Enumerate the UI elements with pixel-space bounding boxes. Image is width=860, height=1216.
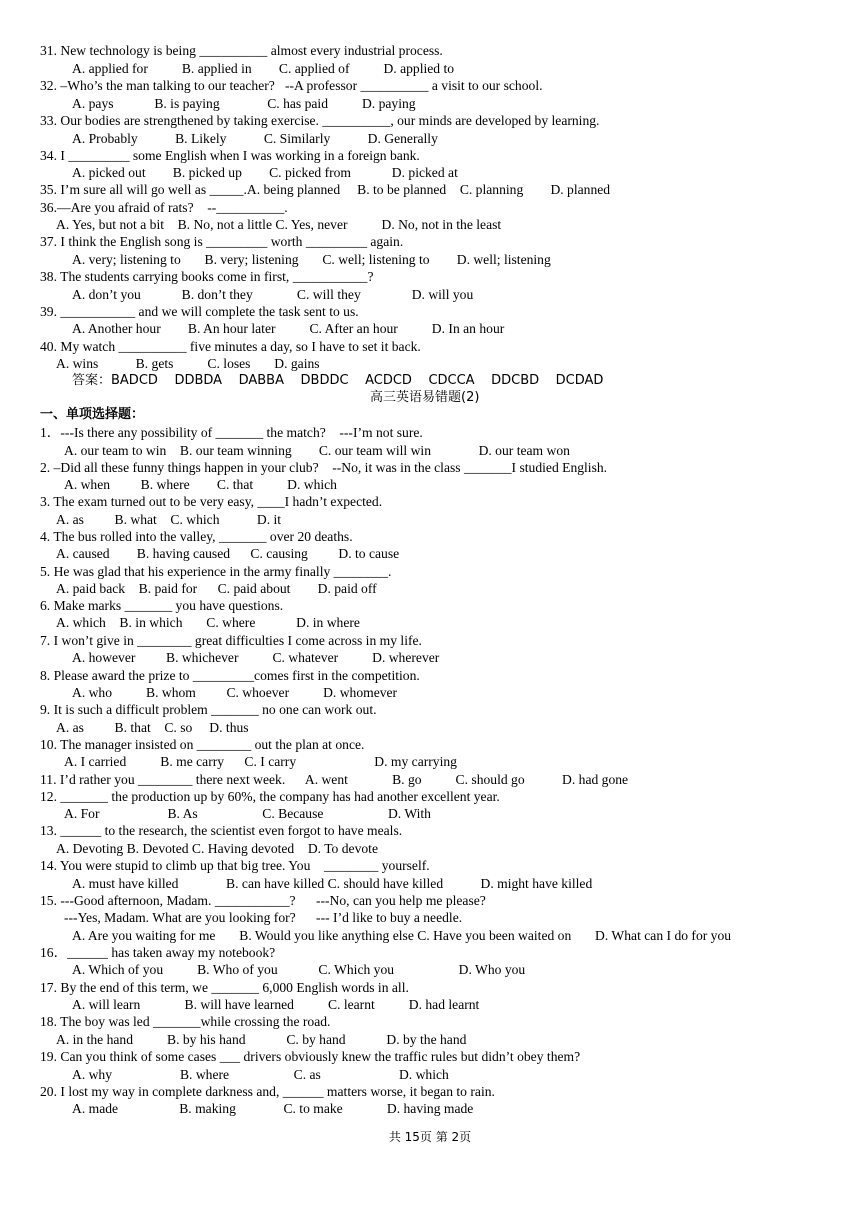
text-line: 39. ___________ and we will complete the task sent to us. (40, 304, 359, 319)
text-line: 一、单项选择题： (40, 407, 145, 422)
text-line: 3. The exam turned out to be very easy, ____I hadn’t expected. (40, 494, 383, 509)
page-footer: 共 15页 第 2页 (388, 1130, 472, 1144)
text-line: 14. You were stupid to climb up that big tree. You ________ yourself. (40, 858, 430, 873)
text-line: 1．---Is there any possibility of _______ the match? ---I’m not sure. (40, 425, 423, 440)
text-line: A. Probably B. Likely C. Similarly D. Generally (72, 131, 438, 146)
text-line: A. very; listening to B. very; listening C. well; listening to D. well; listening (72, 252, 551, 267)
text-line: 17. By the end of this term, we _______ 6,000 English words in all. (40, 980, 409, 995)
text-line: 31. New technology is being __________ almost every industrial process. (40, 43, 443, 58)
text-line: 19. Can you think of some cases ___ drivers obviously knew the traffic rules but didn’t obey them? (40, 1049, 581, 1064)
text-line: 高三英语易错题(2) (370, 390, 480, 405)
text-line: 13. ______ to the research, the scientist even forgot to have meals. (40, 823, 403, 838)
text-line: 6. Make marks _______ you have questions. (40, 598, 284, 613)
text-line: 38. The students carrying books come in first, ___________? (40, 269, 374, 284)
text-line: A. wins B. gets C. loses D. gains (56, 356, 320, 371)
text-line: A. I carried B. me carry C. I carry D. my carrying (64, 754, 457, 769)
text-line: ---Yes, Madam. What are you looking for? --- I’d like to buy a needle. (64, 910, 463, 925)
text-line: A. must have killed B. can have killed C. should have killed D. might have killed (72, 876, 593, 891)
text-line: A. Yes, but not a bit B. No, not a little C. Yes, never D. No, not in the least (56, 217, 502, 232)
text-line: A. applied for B. applied in C. applied of D. applied to (72, 61, 455, 76)
text-line: A. when B. where C. that D. which (64, 477, 337, 492)
text-line: A. For B. As C. Because D. With (64, 806, 431, 821)
text-line: 2. –Did all these funny things happen in your club? --No, it was in the class _______I studied English. (40, 460, 608, 475)
text-line: 12. _______ the production up by 60%, the company has had another excellent year. (40, 789, 500, 804)
text-line: 34. I _________ some English when I was working in a foreign bank. (40, 148, 420, 163)
text-line: A. Are you waiting for me B. Would you like anything else C. Have you been waited on D. What can I do for you (72, 928, 732, 943)
text-line: A. Which of you B. Who of you C. Which you D. Who you (72, 962, 526, 977)
text-line: 16．______ has taken away my notebook? (40, 945, 276, 960)
text-line: 4. The bus rolled into the valley, _______ over 20 deaths. (40, 529, 353, 544)
text-line: A. why B. where C. as D. which (72, 1067, 449, 1082)
text-line: A. made B. making C. to make D. having made (72, 1101, 474, 1116)
text-line: A. Devoting B. Devoted C. Having devoted D. To devote (56, 841, 378, 856)
text-line: 37. I think the English song is _________ worth _________ again. (40, 234, 404, 249)
text-line: 5. He was glad that his experience in the army finally ________. (40, 564, 392, 579)
text-line: 7. I won’t give in ________ great difficulties I come across in my life. (40, 633, 422, 648)
text-line: A. however B. whichever C. whatever D. wherever (72, 650, 440, 665)
text-line: 8. Please award the prize to _________comes first in the competition. (40, 668, 420, 683)
text-line: 36.—Are you afraid of rats? --__________. (40, 200, 288, 215)
text-line: A. which B. in which C. where D. in where (56, 615, 360, 630)
text-line: A. paid back B. paid for C. paid about D. paid off (56, 581, 377, 596)
text-line: 18. The boy was led _______while crossing the road. (40, 1014, 331, 1029)
text-line: 10. The manager insisted on ________ out the plan at once. (40, 737, 365, 752)
text-line: A. Another hour B. An hour later C. After an hour D. In an hour (72, 321, 505, 336)
text-line: A. don’t you B. don’t they C. will they D. will you (72, 287, 474, 302)
text-line: A. pays B. is paying C. has paid D. paying (72, 96, 416, 111)
text-line: 20. I lost my way in complete darkness and, ______ matters worse, it began to rain. (40, 1084, 495, 1099)
text-line: 32. –Who’s the man talking to our teacher? --A professor __________ a visit to our school. (40, 78, 543, 93)
text-line: A. who B. whom C. whoever D. whomever (72, 685, 398, 700)
text-line: 11. I’d rather you ________ there next week. A. went B. go C. should go D. had gone (40, 772, 629, 787)
text-line: 40. My watch __________ five minutes a day, so I have to set it back. (40, 339, 421, 354)
text-line: A. as B. what C. which D. it (56, 512, 282, 527)
text-line: A. as B. that C. so D. thus (56, 720, 249, 735)
text-line: 15. ---Good afternoon, Madam. ___________? ---No, can you help me please? (40, 893, 486, 908)
text-line: A. our team to win B. our team winning C. our team will win D. our team won (64, 443, 570, 458)
text-line: A. in the hand B. by his hand C. by hand D. by the hand (56, 1032, 467, 1047)
text-line: A. caused B. having caused C. causing D. to cause (56, 546, 400, 561)
text-line: 33. Our bodies are strengthened by taking exercise. __________, our minds are developed by learning. (40, 113, 600, 128)
text-line: 35. I’m sure all will go well as _____.A. being planned B. to be planned C. planning D. planned (40, 182, 611, 197)
text-line: A. picked out B. picked up C. picked from D. picked at (72, 165, 458, 180)
text-line: A. will learn B. will have learned C. learnt D. had learnt (72, 997, 480, 1012)
text-line: 答案：BADCD DDBDA DABBA DBDDC ACDCD CDCCA DDCBD DCDAD (72, 373, 604, 388)
text-line: 9. It is such a difficult problem _______ no one can work out. (40, 702, 377, 717)
